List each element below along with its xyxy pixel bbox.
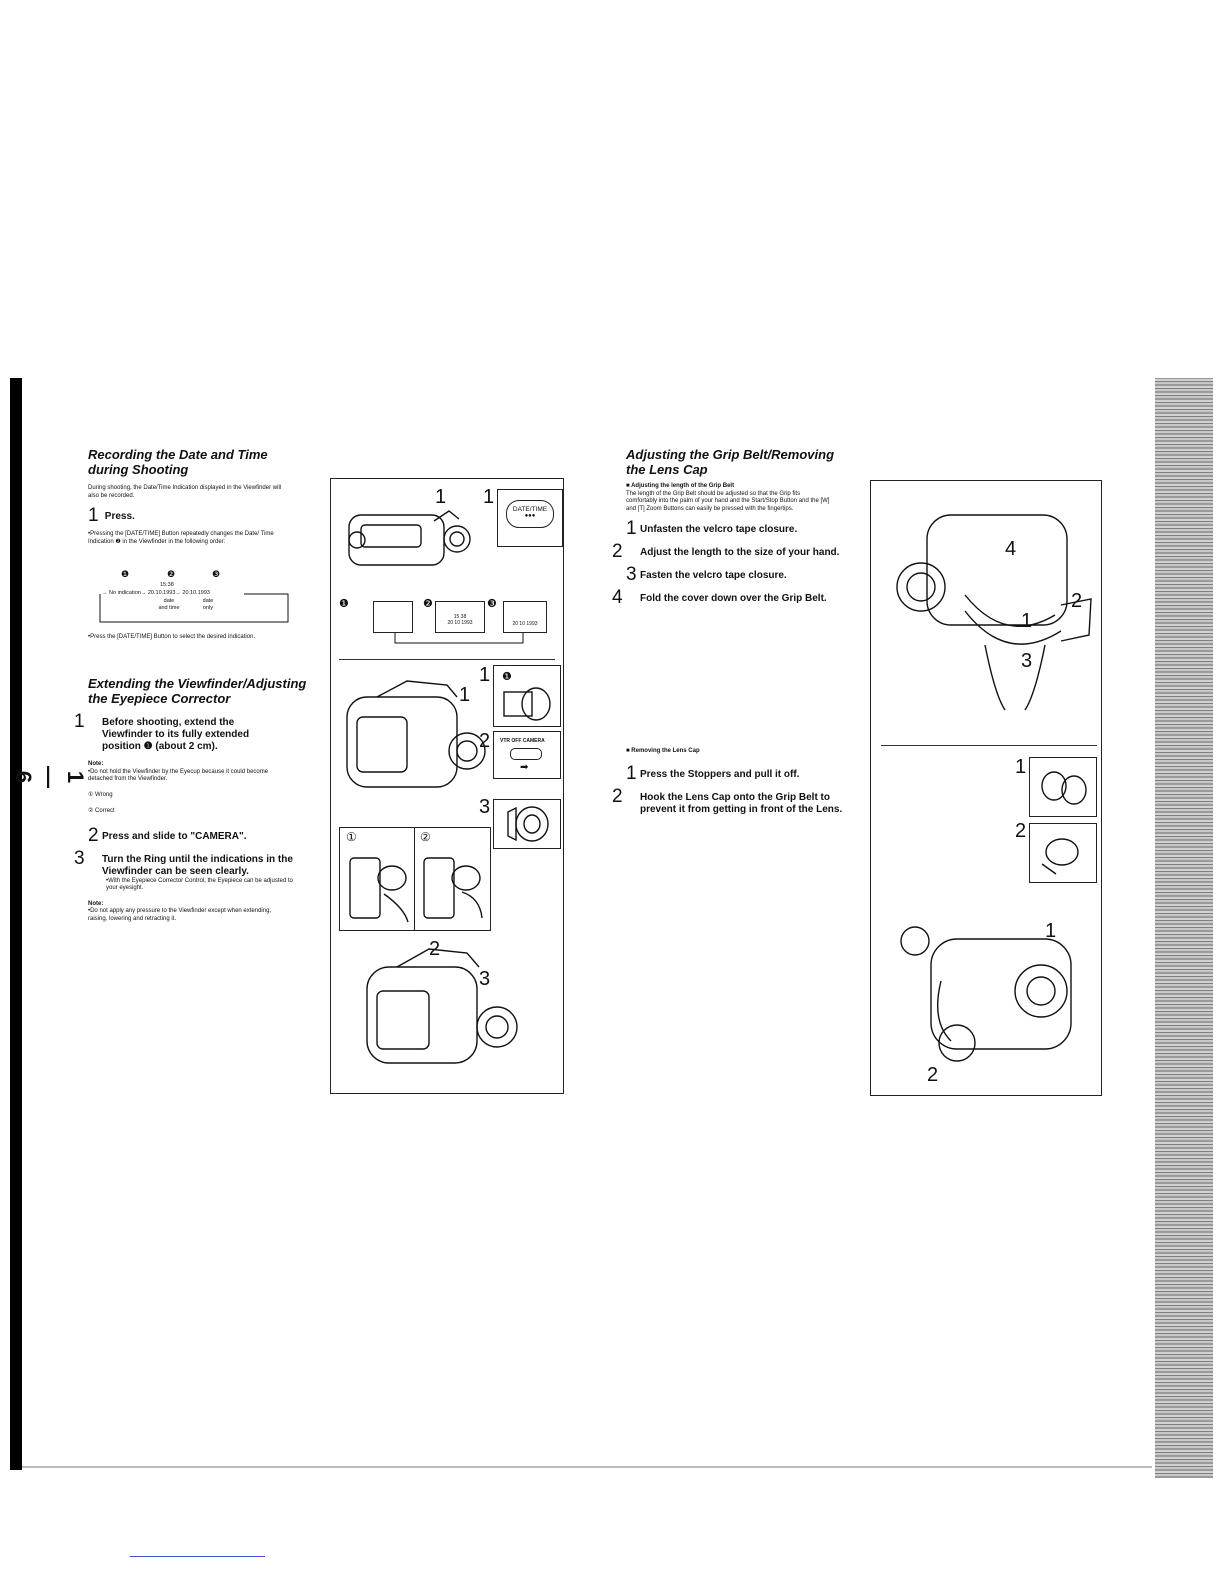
camcorder-illustration-1 (339, 497, 479, 577)
viewfinder-note-label: Note: (88, 761, 104, 767)
viewfinder-step-2: 2 Press and slide to "CAMERA". (88, 824, 247, 846)
scan-left-edge (10, 378, 22, 1470)
viewfinder-step-1: 1 Before shooting, extend the Viewfinder to its fully extended position ❶ (about 2 cm). (74, 711, 250, 752)
cycle-label-datetime: date and time (158, 598, 180, 611)
cycle-label-dateonly: date only (202, 598, 214, 611)
cycle-mark-3: ❸ (212, 569, 221, 579)
grip-sub-heading: ■ Adjusting the length of the Grip Belt (626, 483, 836, 491)
eyepiece-ring-detail (493, 799, 561, 849)
grip-fig-number-3: 3 (1021, 650, 1033, 672)
lens-cap-sub-heading: ■ Removing the Lens Cap (626, 748, 836, 756)
grip-fig-number-2: 2 (1071, 590, 1083, 612)
date-section-title: Recording the Date and Time during Shooting (88, 447, 268, 477)
wrong-mark: ① (346, 830, 357, 844)
viewfinder-step-3-bullet: •With the Eyepiece Corrector Control, the Eyepiece can be adjusted to your eyesight. (106, 877, 293, 891)
correct-mark: ② (420, 830, 431, 844)
grip-intro: The length of the Grip Belt should be adjusted so that the Grip fits comfortably into the palm of your hand and the Start/Stop Button and the [W] and [T] Zoom Buttons can easily be pressed with the fingertips. (626, 490, 830, 512)
date-intro: During shooting, the Date/Time Indication displayed in the Viewfinder will also be recorded. (88, 485, 282, 499)
scan-bottom-edge (22, 1466, 1152, 1468)
lens-cap-section (612, 748, 843, 816)
viewfinder-note-1: •Do not hold the Viewfinder by the Eyecup because it could become detached from the Viewfinder. (88, 768, 269, 782)
switch-label: VTR OFF CAMERA (500, 738, 545, 744)
date-section (88, 447, 308, 546)
viewfinder-section (74, 676, 308, 923)
grip-belt-illustration (885, 495, 1095, 715)
screen-mark-1: ❶ (339, 598, 349, 610)
screen-no-indication (373, 601, 413, 633)
cap-fig3-number-1: 1 (1045, 920, 1057, 942)
screen-date-only: 20 10 1993 (503, 601, 547, 633)
date-bullet-1: •Pressing the [DATE/TIME] Button repeatedly changes the Date/ Time Indication ❷ in the Viewfinder in the following order: (88, 531, 274, 545)
stopper-detail (1029, 757, 1097, 817)
date-time-button-label: DATE/TIME (512, 506, 548, 513)
viewfinder-note2-label: Note: (88, 900, 104, 907)
date-cycle-diagram (94, 569, 290, 625)
switch-arrow-icon: ➡ (520, 762, 529, 773)
grip-step-1: 1 Unfasten the velcro tape closure. (626, 518, 798, 539)
cycle-time: 15:38 (160, 582, 174, 588)
screen-date-time: 15 38 20 10 1993 (435, 601, 485, 633)
cycle-line: → No indication→ 20.10.1993→ 20.10.1993 (102, 590, 210, 596)
viewfinder-wrong: ① Wrong (88, 791, 113, 798)
viewfinder-step-3: 3 Turn the Ring until the indications in the Viewfinder can be seen clearly. (74, 847, 293, 877)
screen-mark-2: ❷ (423, 598, 433, 610)
viewfinder-extend-detail: ❶ (493, 665, 561, 727)
fig3-number-3: 3 (479, 968, 491, 990)
cycle-mark-1: ❶ (121, 569, 130, 579)
cap-fig-number-1: 1 (1015, 756, 1027, 778)
right-figure-divider (881, 745, 1097, 746)
footer-underline (130, 1556, 265, 1557)
right-figure-panel (870, 480, 1102, 1096)
grip-fig-number-1: 1 (1021, 610, 1033, 632)
camcorder-illustration-2 (337, 675, 497, 805)
fig2-number-1b: 1 (479, 664, 491, 686)
date-bullet-2: •Press the [DATE/TIME] Button to select the desired indication. (88, 634, 256, 640)
lens-cap-hook-detail (1029, 823, 1097, 883)
date-time-button-dots: ●●● (524, 513, 536, 519)
viewfinder-note-2: •Do not apply any pressure to the Viewfinder except when extending, raising, lowering and retracting it. (88, 908, 272, 922)
lens-cap-step-2: 2 Hook the Lens Cap onto the Grip Belt to prevent it from getting in front of the Lens. (612, 785, 843, 815)
grip-step-3: 3 Fasten the velcro tape closure. (626, 564, 787, 585)
scan-right-edge (1155, 378, 1213, 1478)
fig1-button-number: 1 (483, 486, 495, 508)
fig3-number-2: 2 (429, 938, 441, 960)
figure-divider (339, 659, 555, 660)
grip-section (612, 447, 840, 608)
cycle-loop-line (94, 591, 290, 625)
camcorder-lens-cap-illustration (891, 921, 1091, 1071)
fig2-number-2: 2 (479, 730, 491, 752)
camcorder-illustration-3 (357, 938, 527, 1081)
page-number: 1—6 (11, 766, 88, 788)
date-step-1: 1 Press. (88, 505, 135, 526)
grip-step-2: 2 Adjust the length to the size of your hand. (612, 541, 840, 562)
viewfinder-section-title: Extending the Viewfinder/Adjusting the Eyepiece Corrector (88, 676, 307, 706)
date-time-button (506, 500, 554, 528)
camera-switch-detail (493, 731, 561, 779)
left-figure-panel (330, 478, 564, 1094)
lens-cap-step-1: 1 Press the Stoppers and pull it off. (626, 762, 800, 784)
grip-step-4: 4 Fold the cover down over the Grip Belt. (612, 587, 827, 608)
fig1-number: 1 (435, 486, 447, 508)
cycle-mark-2: ❷ (167, 569, 176, 579)
viewfinder-correct: ② Correct (88, 808, 115, 814)
screen-mark-3: ❸ (487, 598, 497, 610)
fig2-number-1: 1 (459, 684, 471, 706)
cap-fig-number-2: 2 (1015, 820, 1027, 842)
date-time-button-detail (497, 489, 563, 547)
wrong-correct-detail (339, 827, 491, 931)
fig2-number-3: 3 (479, 796, 491, 818)
camera-switch (510, 748, 542, 760)
grip-section-title: Adjusting the Grip Belt/Removing the Lens Cap (626, 447, 835, 477)
grip-fig-number-4: 4 (1005, 538, 1017, 560)
cap-fig3-number-2: 2 (927, 1064, 939, 1086)
screen-loop-line (391, 631, 527, 647)
